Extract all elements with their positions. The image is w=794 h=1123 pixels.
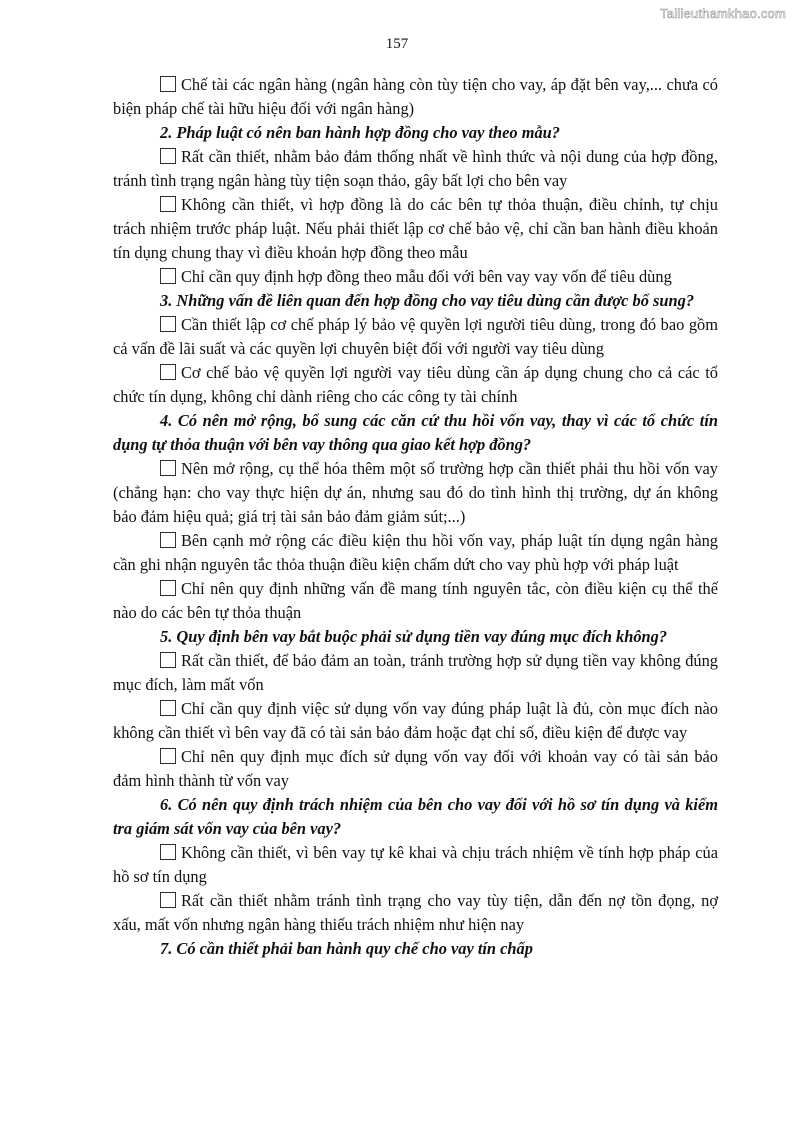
option-item xyxy=(113,313,718,361)
option-text: Cần thiết lập cơ chế pháp lý bảo vệ quyền lợi người tiêu dùng, trong đó bao gồm cả vấn đề lãi suất và các quyền lợi chuyên biệt đối với người vay tiêu dùng xyxy=(113,315,718,358)
checkbox[interactable] xyxy=(160,268,176,284)
option-item xyxy=(113,745,718,793)
option-text: Rất cần thiết, nhằm bảo đảm thống nhất về hình thức và nội dung của hợp đồng, tránh tình trạng ngân hàng tùy tiện soạn thảo, gây bất lợi cho bên vay xyxy=(113,147,718,190)
checkbox[interactable] xyxy=(160,700,176,716)
option-text: Không cần thiết, vì hợp đồng là do các bên tự thỏa thuận, điều chỉnh, tự chịu trách nhiệm trước pháp luật. Nếu phải thiết lập cơ chế bảo vệ, chỉ cần ban hành điều khoản tín dụng chung thay vì điều khoản hợp đồng theo mẫu xyxy=(113,195,718,262)
option-text: Rất cần thiết nhằm tránh tình trạng cho vay tùy tiện, dẫn đến nợ tồn đọng, nợ xấu, mất vốn nhưng ngân hàng thiếu trách nhiệm như hiện nay xyxy=(113,891,718,934)
question-heading: 2. Pháp luật có nên ban hành hợp đồng cho vay theo mẫu? xyxy=(160,123,560,142)
checkbox[interactable] xyxy=(160,652,176,668)
option-text: Chế tài các ngân hàng (ngân hàng còn tùy tiện cho vay, áp đặt bên vay,... chưa có biện pháp chế tài hữu hiệu đối với ngân hàng) xyxy=(113,75,718,118)
question-heading: 5. Quy định bên vay bắt buộc phải sử dụng tiền vay đúng mục đích không? xyxy=(160,627,668,646)
question-heading: 6. Có nên quy định trách nhiệm của bên cho vay đối với hồ sơ tín dụng và kiểm tra giám sát vốn vay của bên vay? xyxy=(113,795,718,838)
option-item xyxy=(113,697,718,745)
question-heading: 3. Những vấn đề liên quan đến hợp đồng cho vay tiêu dùng cần được bổ sung? xyxy=(160,291,695,310)
option-text: Rất cần thiết, để bảo đảm an toàn, tránh trường hợp sử dụng tiền vay không đúng mục đích, làm mất vốn xyxy=(113,651,718,694)
option-item xyxy=(113,145,718,193)
checkbox[interactable] xyxy=(160,364,176,380)
question-heading: 4. Có nên mở rộng, bổ sung các căn cứ thu hồi vốn vay, thay vì các tổ chức tín dụng tự thỏa thuận với bên vay thông qua giao kết hợp đồng? xyxy=(113,411,718,454)
watermark: Tailieuthamkhao.com xyxy=(660,6,786,21)
option-item xyxy=(113,577,718,625)
option-item xyxy=(113,265,718,289)
question-heading: 7. Có cần thiết phải ban hành quy chế cho vay tín chấp xyxy=(160,939,533,958)
checkbox[interactable] xyxy=(160,316,176,332)
checkbox[interactable] xyxy=(160,580,176,596)
checkbox[interactable] xyxy=(160,844,176,860)
option-item xyxy=(113,361,718,409)
option-text: Chỉ nên quy định mục đích sử dụng vốn vay đối với khoản vay có tài sản bảo đảm hình thành từ vốn vay xyxy=(113,747,718,790)
option-text: Chỉ nên quy định những vấn đề mang tính nguyên tắc, còn điều kiện cụ thể thế nào do các bên tự thỏa thuận xyxy=(113,579,718,622)
option-text: Chỉ cần quy định việc sử dụng vốn vay đúng pháp luật là đủ, còn mục đích nào không cần thiết vì bên vay đã có tài sản bảo đảm hoặc đạt chỉ số, điều kiện để được vay xyxy=(113,699,718,742)
option-item xyxy=(113,73,718,121)
option-text: Bên cạnh mở rộng các điều kiện thu hồi vốn vay, pháp luật tín dụng ngân hàng cần ghi nhận nguyên tắc thỏa thuận điều kiện chấm dứt cho vay phù hợp với pháp luật xyxy=(113,531,718,574)
option-item xyxy=(113,457,718,529)
option-text: Nên mở rộng, cụ thể hóa thêm một số trường hợp cần thiết phải thu hồi vốn vay (chẳng hạn: cho vay thực hiện dự án, nhưng sau đó do tình hình thị trường, dự án không bảo đảm hiệu quả; giá trị tài sản bảo đảm giảm sút;...) xyxy=(113,459,718,526)
page-number: 157 xyxy=(385,36,409,52)
checkbox[interactable] xyxy=(160,532,176,548)
checkbox[interactable] xyxy=(160,892,176,908)
checkbox[interactable] xyxy=(160,748,176,764)
option-item xyxy=(113,649,718,697)
checkbox[interactable] xyxy=(160,148,176,164)
checkbox[interactable] xyxy=(160,196,176,212)
option-item xyxy=(113,529,718,577)
option-text: Không cần thiết, vì bên vay tự kê khai và chịu trách nhiệm về tính hợp pháp của hồ sơ tín dụng xyxy=(113,843,718,886)
option-item xyxy=(113,193,718,265)
document-body xyxy=(113,73,718,961)
option-item xyxy=(113,889,718,937)
checkbox[interactable] xyxy=(160,76,176,92)
checkbox[interactable] xyxy=(160,460,176,476)
option-text: Cơ chế bảo vệ quyền lợi người vay tiêu dùng cần áp dụng chung cho cả các tổ chức tín dụng, không chỉ dành riêng cho các công ty tài chính xyxy=(113,363,718,406)
option-text: Chỉ cần quy định hợp đồng theo mẫu đối với bên vay vay vốn để tiêu dùng xyxy=(181,267,672,286)
option-item xyxy=(113,841,718,889)
